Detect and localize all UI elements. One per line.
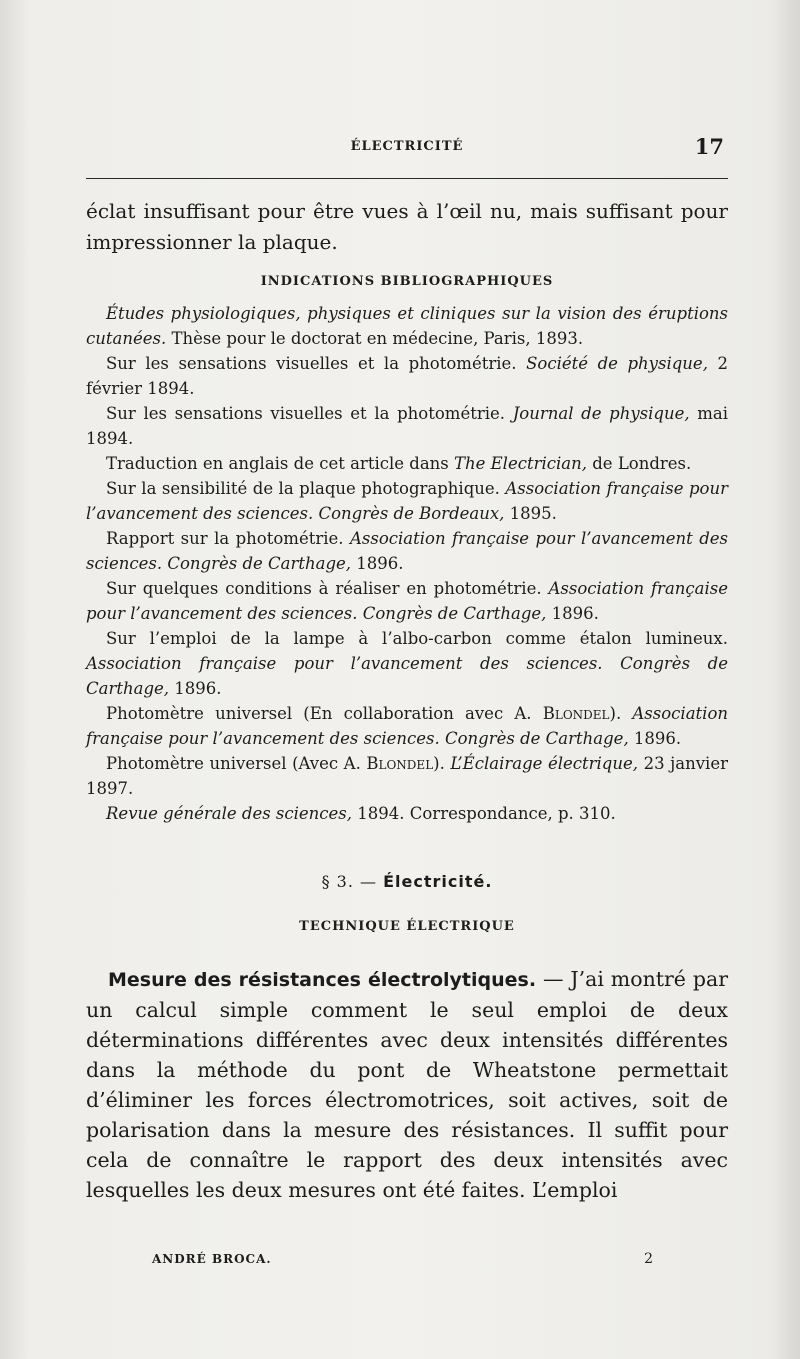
page-footer: [152, 1252, 672, 1276]
bibliography-entry: Sur quelques conditions à réaliser en photométrie. Association française pour l’avancement des sciences. Congrès de Carthage, 1896.: [86, 579, 728, 623]
bibliography-entry: Photomètre universel (En collaboration avec A. Blondel). Association française pour l’avancement des sciences. Congrès de Carthage, 1896.: [86, 704, 728, 748]
header-rule: [86, 178, 728, 179]
bibliography-entry: Sur les sensations visuelles et la photométrie. Société de physique, 2 février 1894.: [86, 354, 729, 398]
bibliography-entry: Traduction en anglais de cet article dans The Electrician, de Londres.: [106, 454, 692, 473]
chapter-heading: § 3. — Électricité.: [321, 872, 493, 891]
bibliography-entry: Études physiologiques, physiques et cliniques sur la vision des éruptions cutanées. Thèse pour le doctorat en médecine, Paris, 1893.: [86, 304, 728, 348]
page-number: 17: [694, 134, 724, 159]
main-paragraph: Mesure des résistances électrolytiques. — J’ai montré par un calcul simple comment le seul emploi de deux déterminations différentes avec deux intensités différentes dans la méthode du pont de Wheatstone permettait d’éliminer les forces électromotrices, soit actives, soit de polarisation dans la mesure des résistances. Il suffit pour cela de connaître le rapport des deux intensités avec lesquelles les deux mesures ont été faites. L’emploi: [86, 967, 728, 1202]
bibliography-entry: Photomètre universel (Avec A. Blondel). L’Éclairage électrique, 23 janvier 1897.: [86, 754, 728, 798]
running-head-title: ÉLECTRICITÉ: [350, 139, 464, 154]
paragraph-lead: Mesure des résistances électrolytiques.: [108, 969, 537, 991]
opening-paragraph: éclat insuffisant pour être vues à l’œil nu, mais suffisant pour impressionner la plaque.: [86, 199, 728, 254]
bibliography-entry: Revue générale des sciences, 1894. Correspondance, p. 310.: [106, 804, 616, 823]
bibliography-entry: Sur l’emploi de la lampe à l’albo-carbon comme étalon lumineux. Association française pour l’avancement des sciences. Congrès de Carthage, 1896.: [86, 629, 728, 698]
bibliography-entry: Sur la sensibilité de la plaque photographique. Association française pour l’avancement des sciences. Congrès de Bordeaux, 1895.: [86, 479, 729, 523]
technique-heading: TECHNIQUE ÉLECTRIQUE: [299, 919, 515, 934]
bibliography-entry: Rapport sur la photométrie. Association française pour l’avancement des sciences. Congrès de Carthage, 1896.: [86, 529, 728, 573]
bibliography-entry: Sur les sensations visuelles et la photométrie. Journal de physique, mai 1894.: [86, 404, 729, 448]
author-signature: ANDRÉ BROCA.: [152, 1252, 272, 1266]
bibliography-heading: INDICATIONS BIBLIOGRAPHIQUES: [260, 274, 554, 289]
running-head: [86, 134, 728, 167]
sheet-number: 2: [644, 1251, 654, 1267]
page-body: [86, 196, 728, 1205]
bibliography-list: [86, 301, 728, 826]
